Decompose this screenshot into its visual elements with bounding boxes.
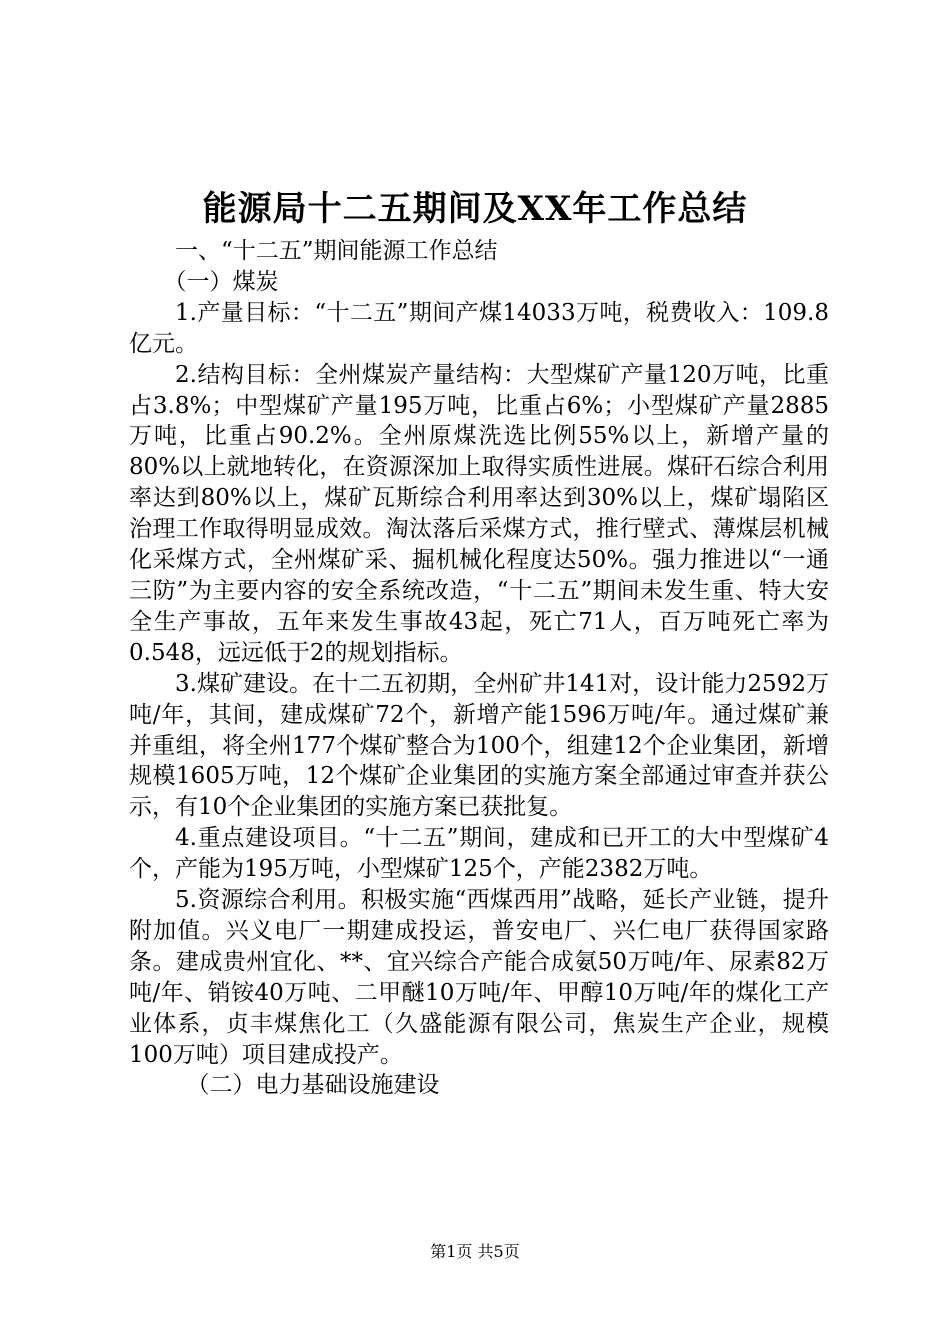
section-heading: 一、“十二五”期间能源工作总结 [175, 238, 498, 264]
document-body [129, 236, 829, 1101]
paragraph-output-target: 1.产量目标：“十二五”期间产煤14033万吨，税费收入：109.8亿元。 [129, 299, 829, 357]
paragraph-key-projects: 4.重点建设项目。“十二五”期间，建成和已开工的大中型煤矿4个，产能为195万吨，小型煤矿125个，产能2382万吨。 [129, 825, 829, 883]
subsection-heading-power: （二）电力基础设施建设 [186, 1072, 440, 1099]
paragraph-structure-target: 2.结构目标：全州煤炭产量结构：大型煤矿产量120万吨，比重占3.8%；中型煤矿产量195万吨，比重占6%；小型煤矿产量2885万吨，比重占90.2%。全州原煤洗选比例55%以上，新增产量的80%以上就地转化，在资源深加上取得实质性进展。煤矸石综合利用率达到80%以上，煤矿瓦斯综合利用率达到30%以上，煤矿塌陷区治理工作取得明显成效。淘汰落后采煤方式，推行壁式、薄煤层机械化采煤方式，全州煤矿采、掘机械化程度达50%。强力推进以“一通三防”为主要内容的安全系统改造，“十二五”期间未发生重、特大安全生产事故，五年来发生事故43起，死亡71人，百万吨死亡率为0.548，远远低于2的规划指标。 [129, 361, 829, 666]
paragraph-resource-utilization: 5.资源综合利用。积极实施“西煤西用”战略，延长产业链，提升附加值。兴义电厂一期建成投运，普安电厂、兴仁电厂获得国家路条。建成贵州宜化、**、宜兴综合产能合成氨50万吨/年、尿素82万吨/年、销铵40万吨、二甲醚10万吨/年、甲醇10万吨/年的煤化工产业体系，贞丰煤焦化工（久盛能源有限公司，焦炭生产企业，规模100万吨）项目建成投产。 [129, 887, 829, 1068]
document-title: 能源局十二五期间及XX年工作总结 [202, 189, 748, 229]
subsection-heading-coal: （一）煤炭 [163, 268, 279, 295]
paragraph-mine-construction: 3.煤矿建设。在十二五初期，全州矿井141对，设计能力2592万吨/年，其间，建成煤矿72个，新增产能1596万吨/年。通过煤矿兼并重组，将全州177个煤矿整合为100个，组建12个企业集团，新增规模1605万吨，12个煤矿企业集团的实施方案全部通过审查并获公示，有10个企业集团的实施方案已获批复。 [129, 670, 829, 821]
page-footer: 第1页 共5页 [430, 1242, 520, 1261]
